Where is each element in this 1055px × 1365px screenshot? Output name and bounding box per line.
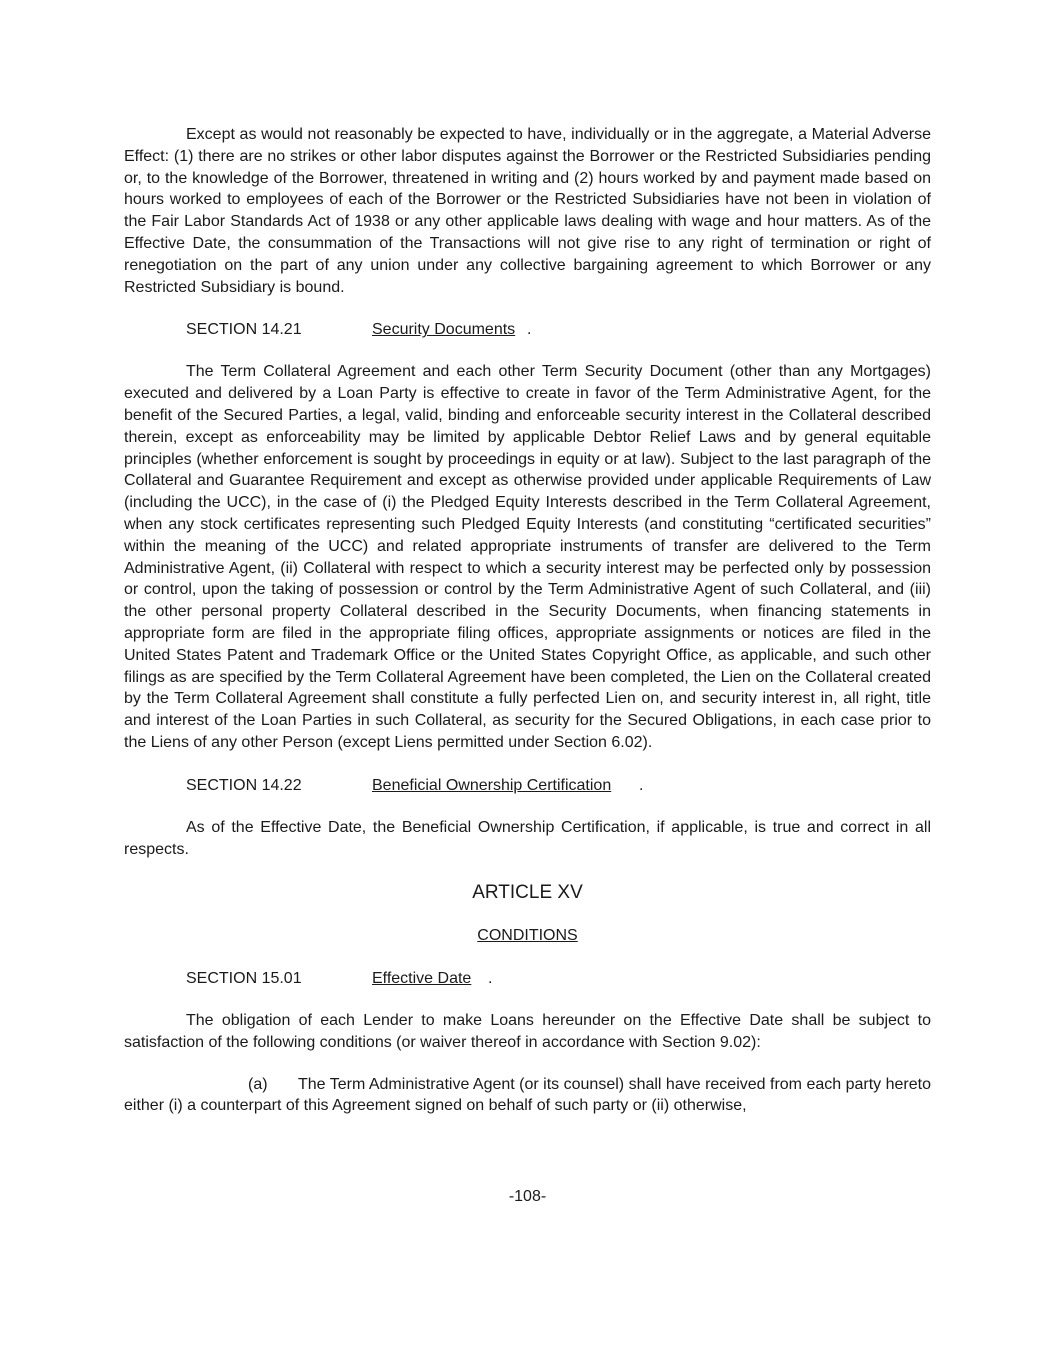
section-title: Security Documents [372,321,516,339]
security-paragraph: The Term Collateral Agreement and each other Term Security Document (other than any Mortgages) executed and delivered by a Loan Party is effective to create in favor of the Term Administrative Agent, for the benefit of the Secured Parties, a legal, valid, binding and enforceable security interest in the Collateral described therein, except as enforceability may be limited by applicable Debtor Relief Laws and by general equitable principles (whether enforcement is sought by proceedings in equity or at law). Subject to the last paragraph of the Collateral and Guarantee Requirement and except as otherwise provided under applicable Requirements of Law (including the UCC), in the case of (i) the Pledged Equity Interests described in the Term Collateral Agreement, when any stock certificates representing such Pledged Equity Interests (and constituting “certificated securities” within the meaning of the UCC) and related appropriate instruments of transfer are delivered to the Term Administrative Agent, (ii) Collateral with respect to which a security interest may be perfected only by possession or control, upon the taking of possession or control by the Term Administrative Agent of such Collateral, and (iii) the other personal property Collateral described in the Security Documents, when financing statements in appropriate form are filed in the appropriate filing offices, appropriate assignments or notices are filed in the United States Patent and Trademark Office or the United States Copyright Office, as applicable, and such other filings as are specified by the Term Collateral Agreement have been completed, the Lien on the Collateral created by the Term Collateral Agreement shall constitute a fully perfected Lien on, and security interest in, all right, title and interest of the Loan Parties in such Collateral, as security for the Secured Obligations, in each case prior to the Liens of any other Person (except Liens permitted under Section 6.02). [124,363,931,751]
obligation-paragraph: The obligation of each Lender to make Loans hereunder on the Effective Date shall be subject to satisfaction of the following conditions (or waiver thereof in accordance with Section 9.02): [124,1011,931,1051]
article-number: ARTICLE XV [472,882,583,904]
section-number: SECTION 14.21 [186,321,302,339]
item-a-paragraph [124,1074,931,1118]
page-number: -108- [508,1188,547,1205]
labor-paragraph: Except as would not reasonably be expected to have, individually or in the aggregate, a Material Adverse Effect: (1) there are no strikes or other labor disputes against the Borrower or the Restricted Subsidiaries pending or, to the knowledge of the Borrower, threatened in writing and (2) hours worked by and payment made based on hours worked to employees of each of the Borrower or the Restricted Subsidiaries have not been in violation of the Fair Labor Standards Act of 1938 or any other applicable laws dealing with wage and hour matters. As of the Effective Date, the consummation of the Transactions will not give rise to any right of termination or right of renegotiation on the part of any union under any collective bargaining agreement to which Borrower or any Restricted Subsidiary is bound. [124,126,931,296]
section-title: Effective Date [372,969,472,987]
section-number: SECTION 14.22 [186,776,302,794]
section-number: SECTION 15.01 [186,969,302,987]
article-title: CONDITIONS [477,927,578,945]
document-page [124,124,931,1117]
section-title: Beneficial Ownership Certification [372,776,612,794]
section-15-01-heading: SECTION 15.01 Effective Date . [124,968,931,990]
item-a-label: (a) [248,1075,268,1093]
section-14-21-heading: SECTION 14.21 Security Documents . [124,319,931,341]
item-a-text: The Term Administrative Agent (or its counsel) shall have received from each party hereto either (i) a counterpart of this Agreement signed on behalf of such party or (ii) otherwise, [124,1075,931,1115]
section-14-22-heading: SECTION 14.22 Beneficial Ownership Certification . [124,775,931,797]
beneficial-paragraph: As of the Effective Date, the Beneficial Ownership Certification, if applicable, is true and correct in all respects. [124,818,931,858]
